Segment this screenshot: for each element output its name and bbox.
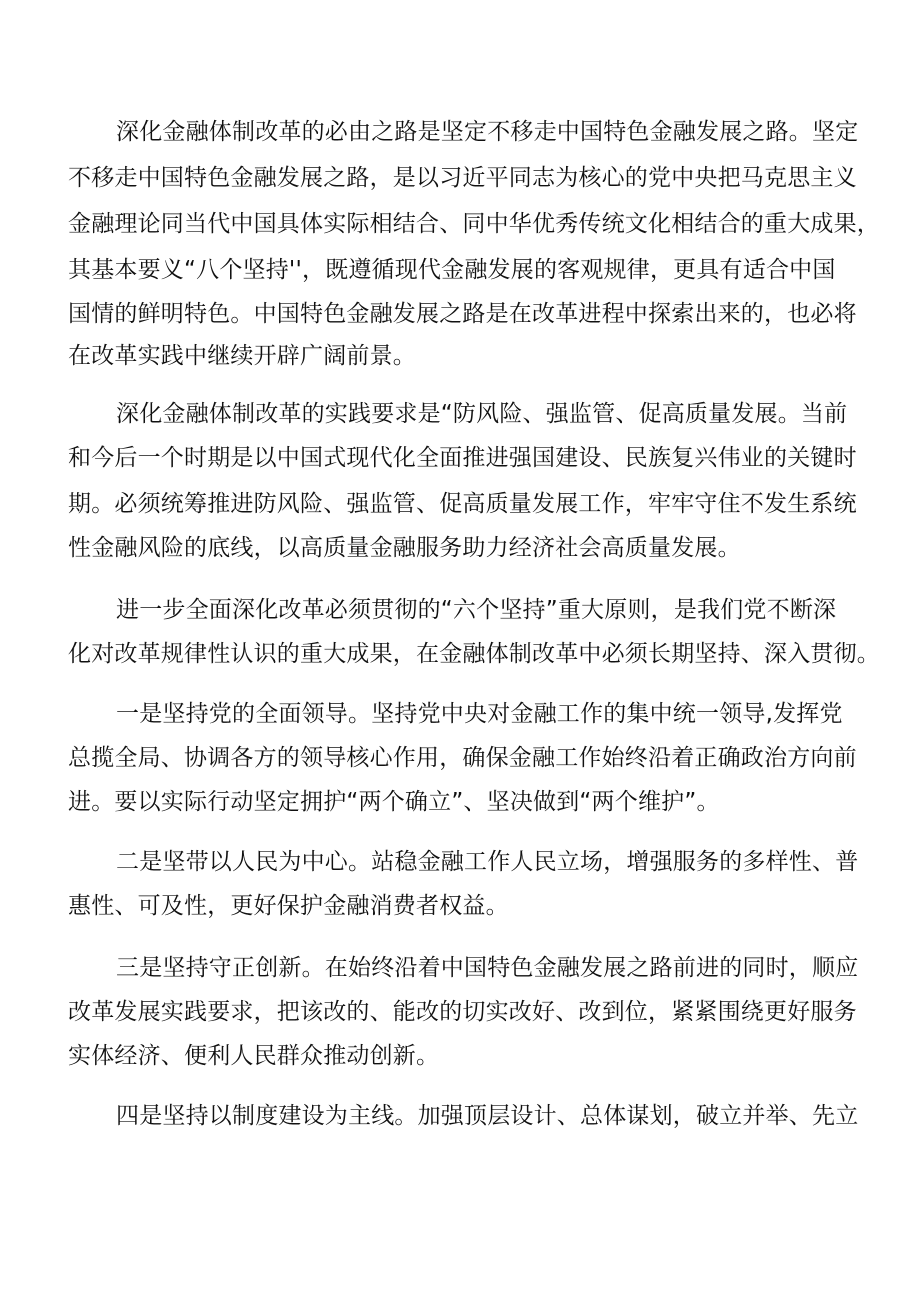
- paragraph-3-line-2: 化对改革规律性认识的重大成果，在金融体制改革中必须长期坚持、深入贯彻。: [68, 641, 880, 667]
- paragraph-2-line-2: 和今后一个时期是以中国式现代化全面推进强国建设、民族复兴伟业的关键时: [68, 445, 857, 471]
- paragraph-6-line-3: 实体经济、便利人民群众推动创新。: [68, 1043, 440, 1069]
- paragraph-2-line-3: 期。必须统筹推进防风险、强监管、促高质量发展工作，牢牢守住不发生系统: [68, 491, 857, 517]
- paragraph-7-line-1: 四是坚持以制度建设为主线。加强顶层设计、总体谋划，破立并举、先立: [116, 1103, 859, 1129]
- paragraph-4-line-3: 进。要以实际行动坚定拥护“两个确立”、坚决做到“两个维护”。: [68, 789, 720, 815]
- paragraph-2-line-1: 深化金融体制改革的实践要求是“防风险、强监管、促高质量发展。当前: [116, 401, 848, 427]
- paragraph-1-line-5: 国情的鲜明特色。中国特色金融发展之路是在改革进程中探索出来的，也必将: [68, 301, 857, 327]
- paragraph-1-line-4: 其基本要义“八个坚持''，既遵循现代金融发展的客观规律，更具有适合中国: [68, 257, 836, 283]
- paragraph-5-line-2: 惠性、可及性，更好保护金融消费者权益。: [68, 893, 509, 919]
- paragraph-3-line-1: 进一步全面深化改革必须贯彻的“六个坚持”重大原则，是我们党不断深: [116, 597, 837, 623]
- paragraph-1-line-1: 深化金融体制改革的必由之路是坚定不移走中国特色金融发展之路。坚定: [116, 119, 859, 145]
- paragraph-4-line-2: 总揽全局、协调各方的领导核心作用，确保金融工作始终沿着正确政治方向前: [68, 745, 857, 771]
- paragraph-6-line-2: 改革发展实践要求，把该改的、能改的切实改好、改到位，紧紧围绕更好服务: [68, 999, 857, 1025]
- paragraph-5-line-1: 二是坚带以人民为中心。站稳金融工作人民立场，增强服务的多样性、普: [116, 849, 859, 875]
- paragraph-6-line-1: 三是坚持守正创新。在始终沿着中国特色金融发展之路前进的同时，顺应: [116, 955, 859, 981]
- paragraph-2-line-4: 性金融风险的底线，以高质量金融服务助力经济社会高质量发展。: [68, 535, 741, 561]
- paragraph-1-line-3: 金融理论同当代中国具体实际相结合、同中华优秀传统文化相结合的重大成果，: [68, 211, 880, 237]
- paragraph-1-line-2: 不移走中国特色金融发展之路，是以习近平同志为核心的党中央把马克思主义: [68, 165, 857, 191]
- paragraph-4-line-1: 一是坚持党的全面领导。坚持党中央对金融工作的集中统一领导,发挥党: [116, 701, 843, 727]
- paragraph-1-line-6: 在改革实践中继续开辟广阔前景。: [68, 343, 416, 369]
